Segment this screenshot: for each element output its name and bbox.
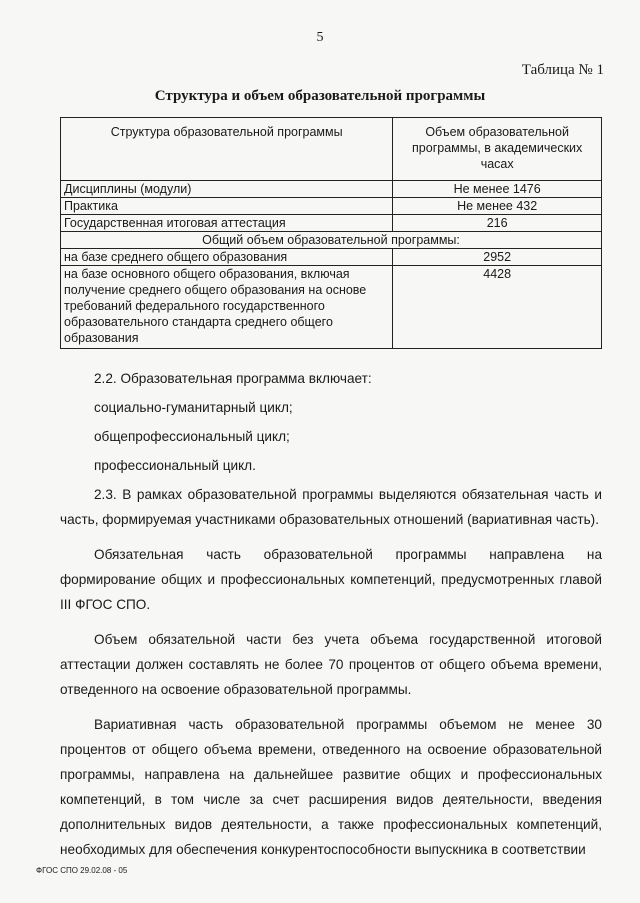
- paragraph: Объем обязательной части без учета объема государственной итоговой аттестации должен составлять не более 70 процентов от общего объема времени, отведенного на освоение образовательной программы.: [60, 632, 602, 697]
- table-cell: 2952: [393, 249, 602, 266]
- paragraph: Обязательная часть образовательной программы направлена на формирование общих и профессиональных компетенций, предусмотренных главой III ФГОС СПО.: [60, 547, 602, 612]
- table-cell: 4428: [393, 266, 602, 349]
- paragraph: общепрофессиональный цикл;: [94, 429, 290, 444]
- table-label: Таблица № 1: [521, 62, 604, 78]
- page-number: 5: [316, 30, 324, 45]
- table-header-cell: Объем образовательной программы, в академических часах: [393, 118, 602, 181]
- table-cell: Государственная итоговая аттестация: [61, 215, 393, 232]
- table-cell: Не менее 432: [393, 198, 602, 215]
- body-text: [60, 366, 602, 862]
- table-row: [61, 215, 602, 232]
- table-cell: 216: [393, 215, 602, 232]
- table-row: [61, 249, 602, 266]
- paragraph: 2.3. В рамках образовательной программы выделяются обязательная часть и часть, формируемая участниками образовательных отношений (вариативная часть).: [60, 487, 602, 527]
- footer-code: ФГОС СПО 29.02.08 - 05: [36, 866, 128, 875]
- table-header-cell: Структура образовательной программы: [61, 118, 393, 181]
- table-row: [61, 198, 602, 215]
- table-row: [61, 232, 602, 249]
- table-header-row: [61, 118, 602, 181]
- paragraph: профессиональный цикл.: [94, 458, 256, 473]
- table-cell: Не менее 1476: [393, 181, 602, 198]
- table-cell: Практика: [61, 198, 393, 215]
- table-cell: на базе основного общего образования, включая получение среднего общего образования на основе требований федерального государственного образовательного стандарта среднего общего образования: [61, 266, 393, 349]
- table-row: [61, 181, 602, 198]
- table-total-label: Общий объем образовательной программы:: [61, 232, 602, 249]
- paragraph: Вариативная часть образовательной программы объемом не менее 30 процентов от общего объема времени, отведенного на освоение образовательной программы, направлена на дальнейшее развитие общих и профессиональных компетенций, в том числе за счет расширения видов деятельности, введения дополнительных видов деятельности, а также профессиональных компетенций, необходимых для обеспечения конкурентоспособности выпускника в соответствии: [60, 717, 602, 857]
- paragraph: социально-гуманитарный цикл;: [94, 400, 293, 415]
- table-cell: Дисциплины (модули): [61, 181, 393, 198]
- table-row: [61, 266, 602, 349]
- table-cell: на базе среднего общего образования: [61, 249, 393, 266]
- program-structure-table: [60, 117, 602, 349]
- paragraph: 2.2. Образовательная программа включает:: [94, 371, 372, 386]
- table-title: Структура и объем образовательной программы: [154, 88, 486, 104]
